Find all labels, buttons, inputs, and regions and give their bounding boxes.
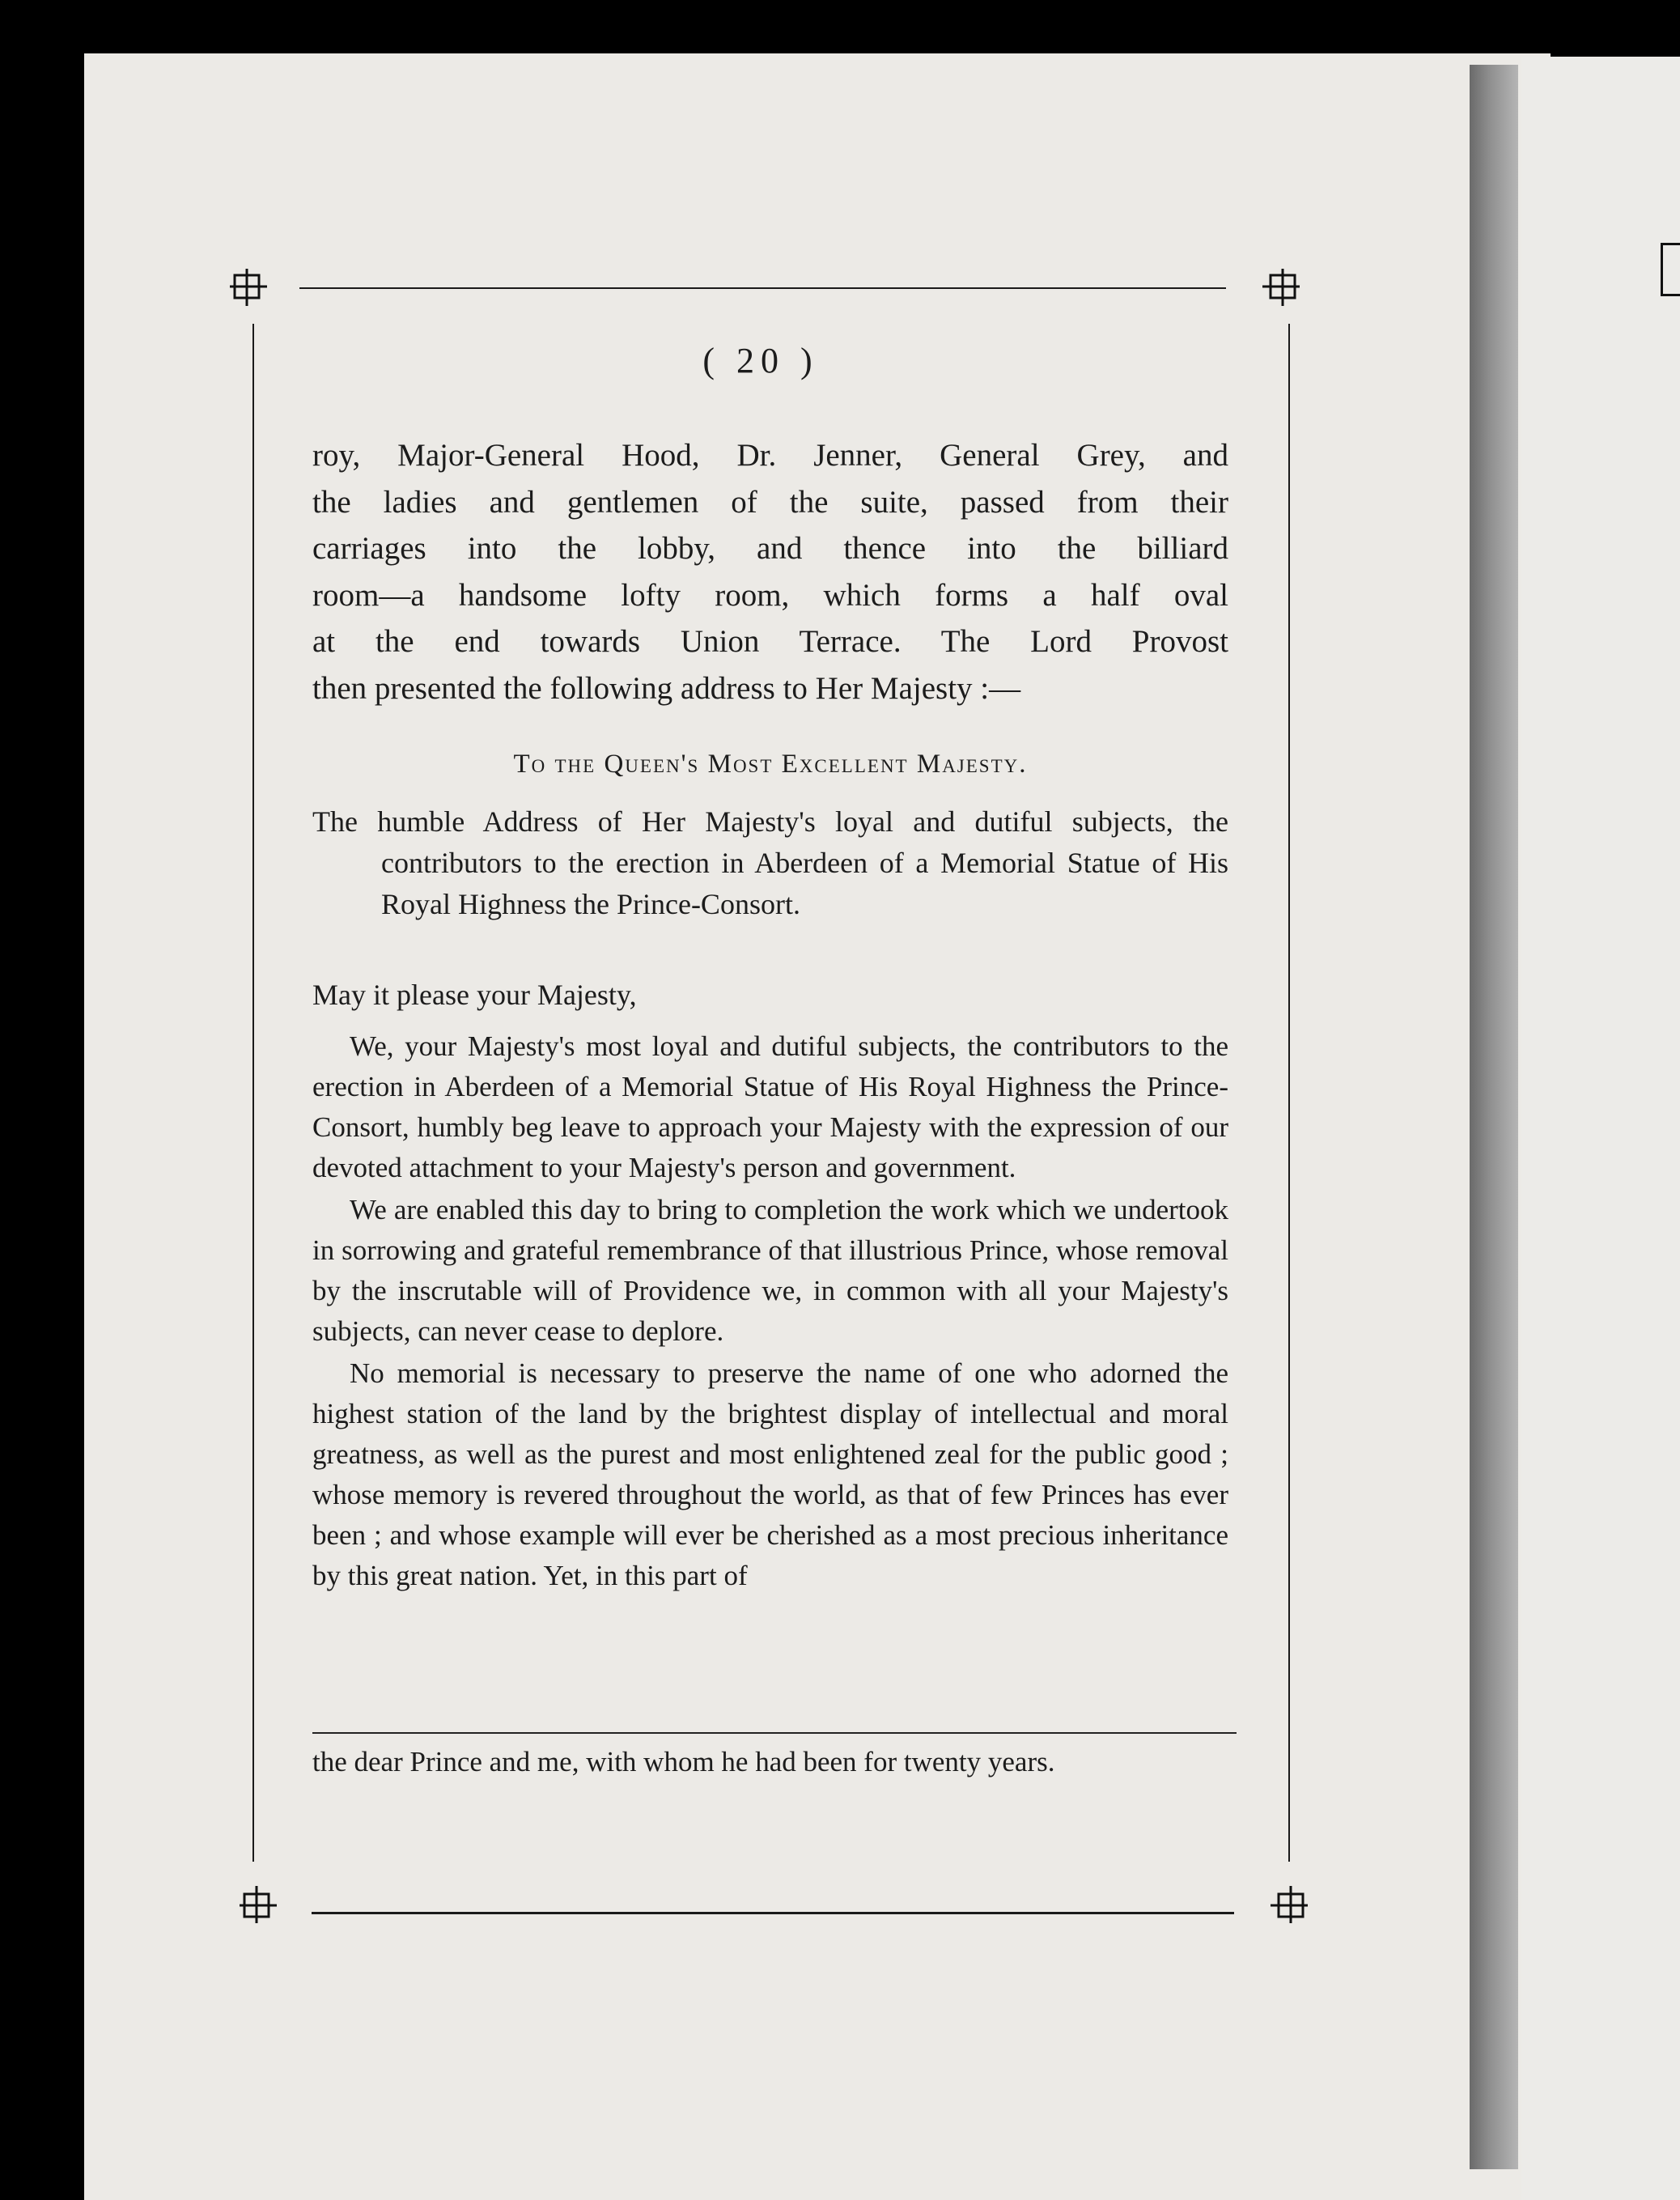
corner-ornament-bottom-right	[1271, 1886, 1308, 1923]
page-number: ( 20 )	[702, 341, 819, 380]
corner-ornament-bottom-left	[240, 1886, 277, 1923]
footnote	[312, 1742, 1228, 1782]
narrative-line: room—a handsome lofty room, which forms a half oval	[312, 577, 1228, 613]
narrative-line: at the end towards Union Terrace. The Lord Provost	[312, 624, 1228, 659]
narrative-line: carriages into the lobby, and thence into the billiard	[312, 531, 1228, 566]
narrative-text	[312, 432, 1228, 711]
facing-page-corner-ornament	[1661, 243, 1680, 296]
humble-address-text: The humble Address of Her Majesty's loyal and dutiful subjects, the contributors to the erection in Aberdeen of a Memorial Statue of His Royal Highness the Prince-Consort.	[312, 805, 1228, 920]
narrative-line: then presented the following address to Her Majesty :—	[312, 670, 1021, 706]
address-paragraph: We are enabled this day to bring to completion the work which we undertook in sorrowing and grateful remembrance of that illustrious Prince, whose removal by the inscrutable will of Providence we, in common with all your Majesty's subjects, can never cease to deplore.	[312, 1194, 1228, 1347]
address-paragraph: We, your Majesty's most loyal and dutiful subjects, the contributors to the erection in Aberdeen of a Memorial Statue of His Royal Highness the Prince-Consort, humbly beg leave to approach your Majesty with the expression of our devoted attachment to your Majesty's person and government.	[312, 1030, 1228, 1183]
frame-top-rule	[299, 287, 1226, 289]
frame-bottom-rule	[312, 1912, 1234, 1914]
address-heading: To the Queen's Most Excellent Majesty.	[513, 750, 1028, 779]
narrative-line: roy, Major-General Hood, Dr. Jenner, General Grey, and	[312, 438, 1228, 473]
facing-page	[1521, 57, 1680, 2200]
frame-right-rule	[1288, 324, 1290, 1862]
footnote-text: the dear Prince and me, with whom he had been for twenty years.	[312, 1746, 1055, 1777]
corner-ornament-top-left	[230, 269, 267, 306]
humble-address	[312, 801, 1228, 925]
frame-left-rule	[252, 324, 254, 1862]
book-gutter	[1470, 65, 1518, 2169]
corner-ornament-top-right	[1262, 269, 1300, 306]
salutation: May it please your Majesty,	[312, 979, 637, 1011]
address-paragraph: No memorial is necessary to preserve the name of one who adorned the highest station of the land by the brightest display of intellectual and moral greatness, as well as the purest and most enlightened zeal for the public good ; whose memory is revered throughout the world, as that of few Princes has ever been ; and whose example will ever be cherished as a most precious inheritance by this great nation. Yet, in this part of	[312, 1357, 1228, 1591]
narrative-line: the ladies and gentlemen of the suite, passed from their	[312, 484, 1228, 520]
address-body	[312, 1026, 1228, 1598]
footnote-rule	[312, 1732, 1237, 1734]
